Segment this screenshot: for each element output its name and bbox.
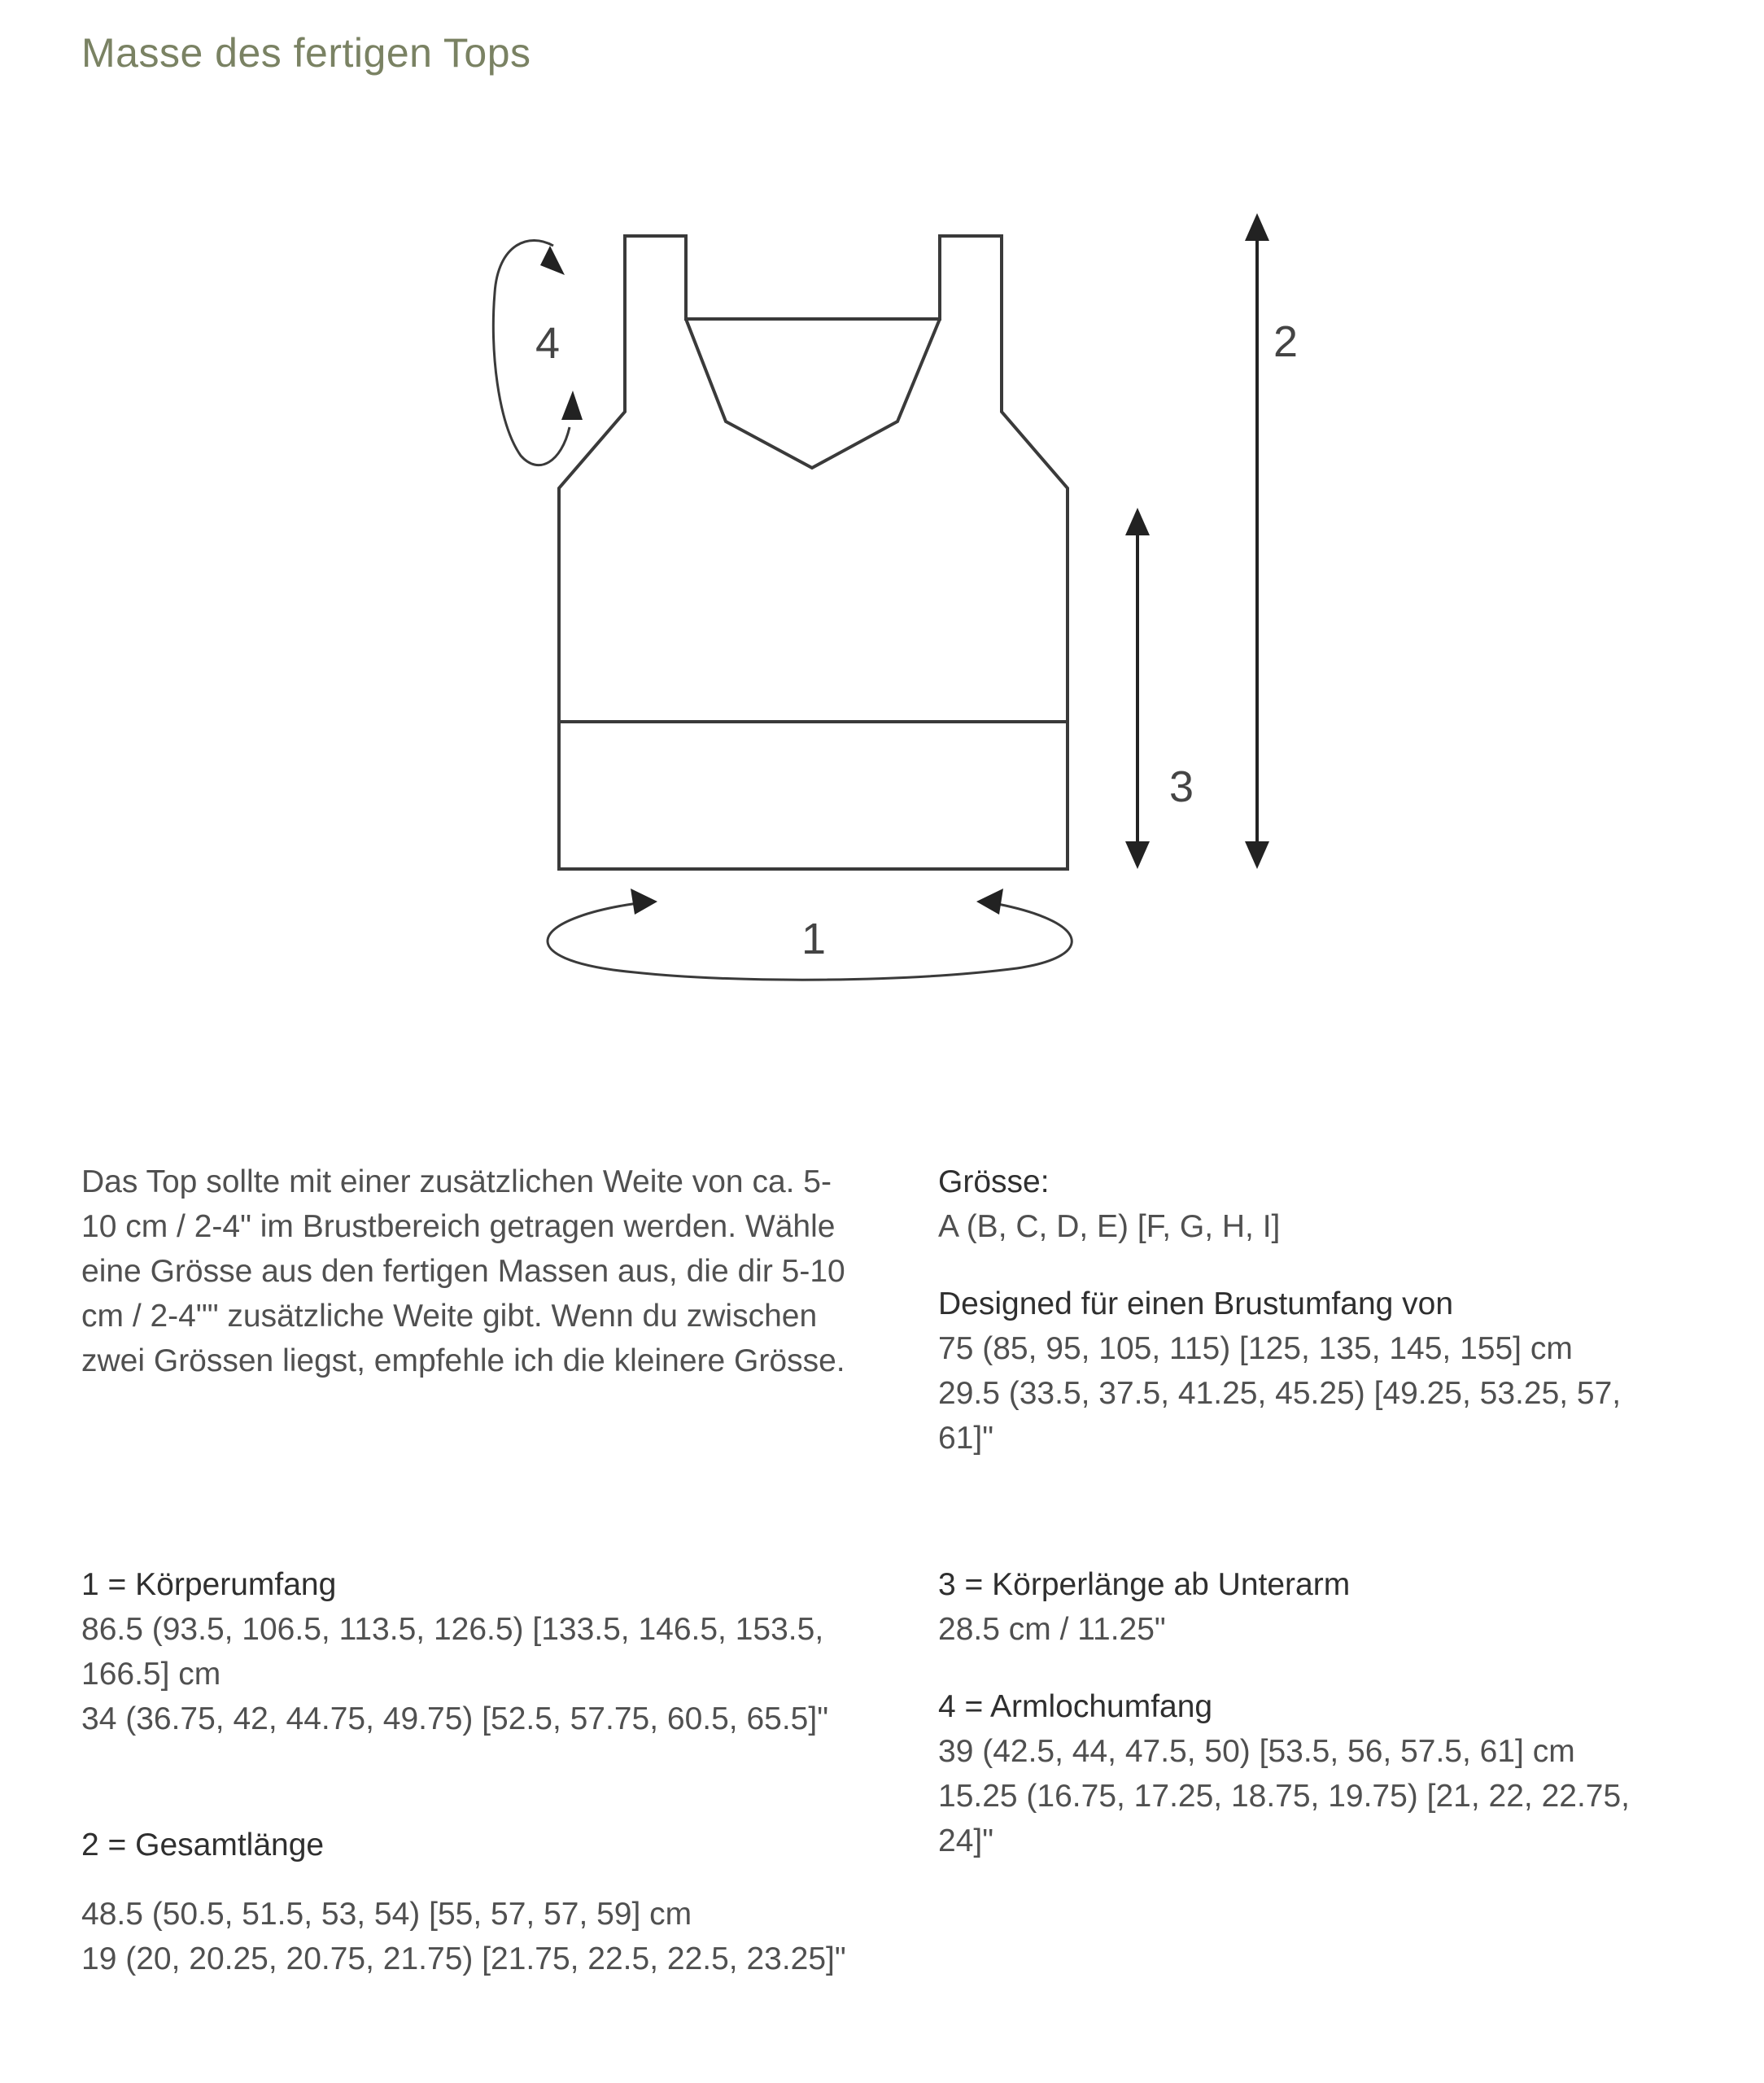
measurement-2-heading: 2 = Gesamtlänge	[81, 1828, 325, 1862]
intro-paragraph: Das Top sollte mit einer zusätzlichen Weite von ca. 5-10 cm / 2-4" im Brustbereich getragen werden. Wähle eine Grösse aus den fertigen Massen aus, die dir 5-10 cm / 2-4"" zusätzliche Weite gibt. Wenn du zwischen zwei Grössen liegst, empfehle ich die kleinere Grösse.	[81, 1164, 845, 1378]
measurement-1-heading: 1 = Körperumfang	[81, 1567, 337, 1602]
circumference-arrow-left	[631, 889, 657, 915]
measurement-3-4-block	[938, 1562, 1654, 1863]
measurement-3-value: 28.5 cm / 11.25"	[938, 1612, 1166, 1647]
neckline	[686, 319, 940, 468]
armhole-arrow-top	[540, 246, 565, 275]
label-2: 2	[1273, 317, 1299, 366]
garment-outline	[559, 236, 1068, 869]
total-length-arrow-top	[1245, 213, 1269, 241]
label-4: 4	[535, 319, 561, 368]
measurement-1-block	[81, 1562, 846, 1741]
size-value: A (B, C, D, E) [F, G, H, I]	[938, 1209, 1281, 1244]
intro-text-block	[81, 1159, 846, 1383]
measurement-4-heading: 4 = Armlochumfang	[938, 1689, 1213, 1724]
total-length-arrow-bottom	[1245, 841, 1269, 869]
size-heading: Grösse:	[938, 1164, 1050, 1199]
measurement-1-cm: 86.5 (93.5, 106.5, 113.5, 126.5) [133.5, 146.5, 153.5, 166.5] cm	[81, 1612, 824, 1692]
circumference-arrow-right	[976, 889, 1003, 915]
size-block	[938, 1159, 1654, 1461]
measurement-1-inch: 34 (36.75, 42, 44.75, 49.75) [52.5, 57.75, 60.5, 65.5]"	[81, 1701, 829, 1736]
measurement-2-block	[81, 1823, 846, 1981]
bust-heading: Designed für einen Brustumfang von	[938, 1286, 1454, 1321]
armhole-arrow-bottom	[561, 391, 583, 420]
underarm-length-arrow-top	[1125, 508, 1150, 535]
page-title: Masse des fertigen Tops	[81, 30, 531, 76]
measurement-2-cm: 48.5 (50.5, 51.5, 53, 54) [55, 57, 57, 59] cm	[81, 1897, 692, 1932]
bust-inch: 29.5 (33.5, 37.5, 41.25, 45.25) [49.25, 53.25, 57, 61]"	[938, 1376, 1622, 1456]
label-3: 3	[1169, 762, 1194, 811]
label-1: 1	[801, 915, 827, 963]
measurement-2-inch: 19 (20, 20.25, 20.75, 21.75) [21.75, 22.5, 22.5, 23.25]"	[81, 1941, 846, 1976]
underarm-length-arrow-bottom	[1125, 841, 1150, 869]
bust-cm: 75 (85, 95, 105, 115) [125, 135, 145, 155] cm	[938, 1331, 1573, 1366]
measurement-4-cm: 39 (42.5, 44, 47.5, 50) [53.5, 56, 57.5, 61] cm	[938, 1734, 1575, 1769]
measurement-3-heading: 3 = Körperlänge ab Unterarm	[938, 1567, 1351, 1602]
measurement-4-inch: 15.25 (16.75, 17.25, 18.75, 19.75) [21, 22, 22.75, 24]"	[938, 1779, 1631, 1858]
